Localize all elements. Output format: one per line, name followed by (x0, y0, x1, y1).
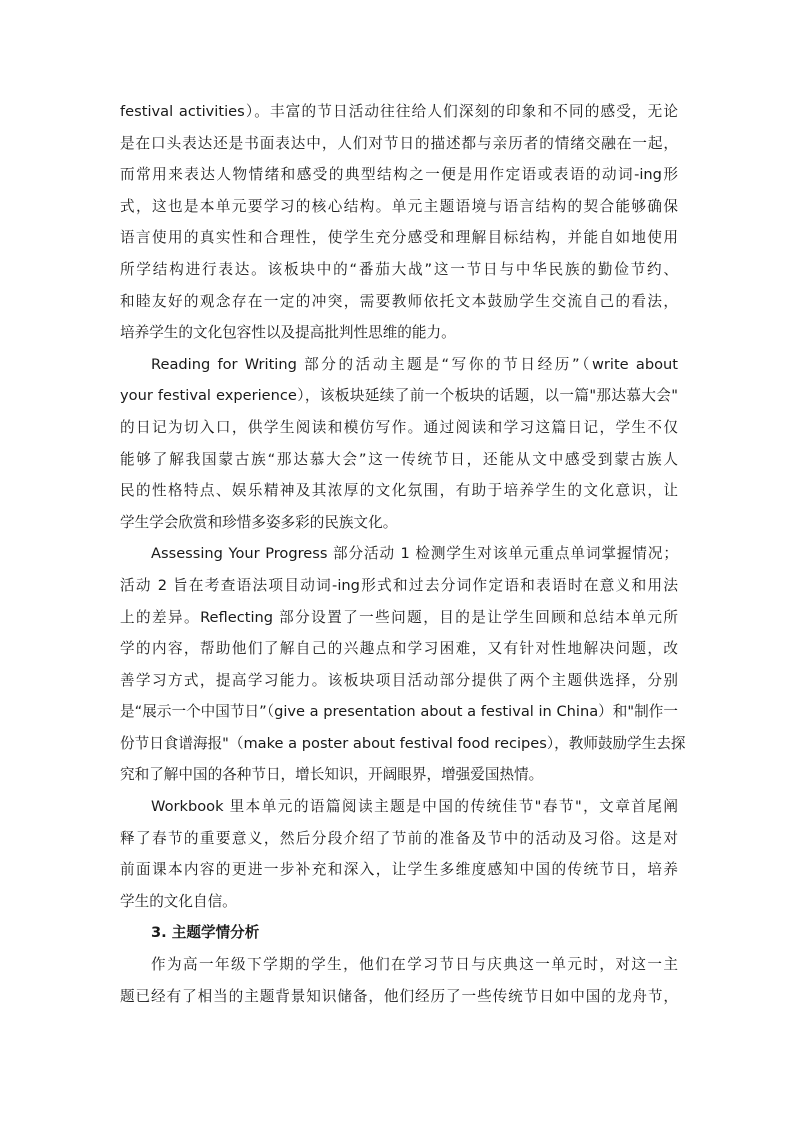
text-line: 是在口头表达还是书面表达中，人们对节日的描述都与亲历者的情绪交融在一起， (120, 134, 678, 152)
text-line: 民的性格特点、娱乐精神及其浓厚的文化氛围，有助于培养学生的文化意识，让 (120, 482, 678, 500)
text-line: 语言使用的真实性和合理性，使学生充分感受和理解目标结构，并能自如地使用 (120, 229, 678, 247)
paragraph-assessing-your-progress (120, 538, 686, 791)
text-line: 是“展示一个中国节日”（give a presentation about a festival in China）和"制作一 (120, 703, 678, 721)
text-line: 善学习方式，提高学习能力。该板块项目活动部分提供了两个主题供选择，分别 (120, 671, 678, 689)
text-line: 作为高一年级下学期的学生，他们在学习节日与庆典这一单元时，对这一主 (151, 956, 678, 974)
text-line: 学生学会欣赏和珍惜多姿多彩的民族文化。 (120, 513, 398, 531)
text-line: 题已经有了相当的主题背景知识储备，他们经历了一些传统节日如中国的龙舟节， (120, 987, 678, 1005)
paragraph-reading-for-writing (120, 349, 678, 539)
text-line: Workbook 里本单元的语篇阅读主题是中国的传统佳节"春节"，文章首尾阐 (151, 798, 678, 816)
text-line: 学生的文化自信。 (120, 892, 237, 910)
text-line: 而常用来表达人物情绪和感受的典型结构之一便是用作定语或表语的动词-ing形 (120, 166, 678, 184)
text-line: 和睦友好的观念存在一定的冲突，需要教师依托文本鼓励学生交流自己的看法， (120, 292, 678, 310)
text-line: 培养学生的文化包容性以及提高批判性思维的能力。 (120, 324, 456, 342)
text-line: your festival experience），该板块延续了前一个板块的话题，以一篇"那达慕大会" (120, 387, 678, 405)
paragraph-learner-analysis (120, 949, 678, 1012)
text-line: festival activities）。丰富的节日活动往往给人们深刻的印象和不同的感受，无论 (120, 103, 678, 120)
text-line: 所学结构进行表达。该板块中的“番茄大战”这一节日与中华民族的勤俭节约、 (120, 260, 678, 278)
paragraph-festival-activities (120, 96, 678, 349)
text-line: 份节日食谱海报"（make a poster about festival food recipes），教师鼓励学生去探 (120, 734, 686, 752)
paragraph-workbook (120, 791, 678, 917)
text-line: 学的内容，帮助他们了解自己的兴趣点和学习困难，又有针对性地解决问题，改 (120, 640, 678, 658)
text-line: 活动 2 旨在考查语法项目动词-ing形式和过去分词作定语和表语时在意义和用法 (120, 576, 678, 594)
text-line: Assessing Your Progress 部分活动 1 检测学生对该单元重点单词掌握情况； (151, 545, 678, 563)
text-line: 式，这也是本单元要学习的核心结构。单元主题语境与语言结构的契合能够确保 (120, 197, 678, 215)
text-line: Reading for Writing 部分的活动主题是“写你的节日经历”（write about (151, 355, 678, 373)
text-line: 上的差异。Reflecting 部分设置了一些问题，目的是让学生回顾和总结本单元所 (120, 608, 678, 626)
section-heading: 3. 主题学情分析 (151, 924, 260, 942)
text-line: 前面课本内容的更进一步补充和深入，让学生多维度感知中国的传统节日，培养 (120, 861, 678, 879)
text-line: 能够了解我国蒙古族“那达慕大会”这一传统节日，还能从文中感受到蒙古族人 (120, 450, 678, 468)
document-page (120, 96, 686, 1012)
text-line: 的日记为切入口，供学生阅读和模仿写作。通过阅读和学习这篇日记，学生不仅 (120, 418, 678, 436)
text-line: 究和了解中国的各种节日，增长知识，开阔眼界，增强爱国热情。 (120, 766, 544, 784)
text-line: 释了春节的重要意义，然后分段介绍了节前的准备及节中的活动及习俗。这是对 (120, 829, 678, 847)
